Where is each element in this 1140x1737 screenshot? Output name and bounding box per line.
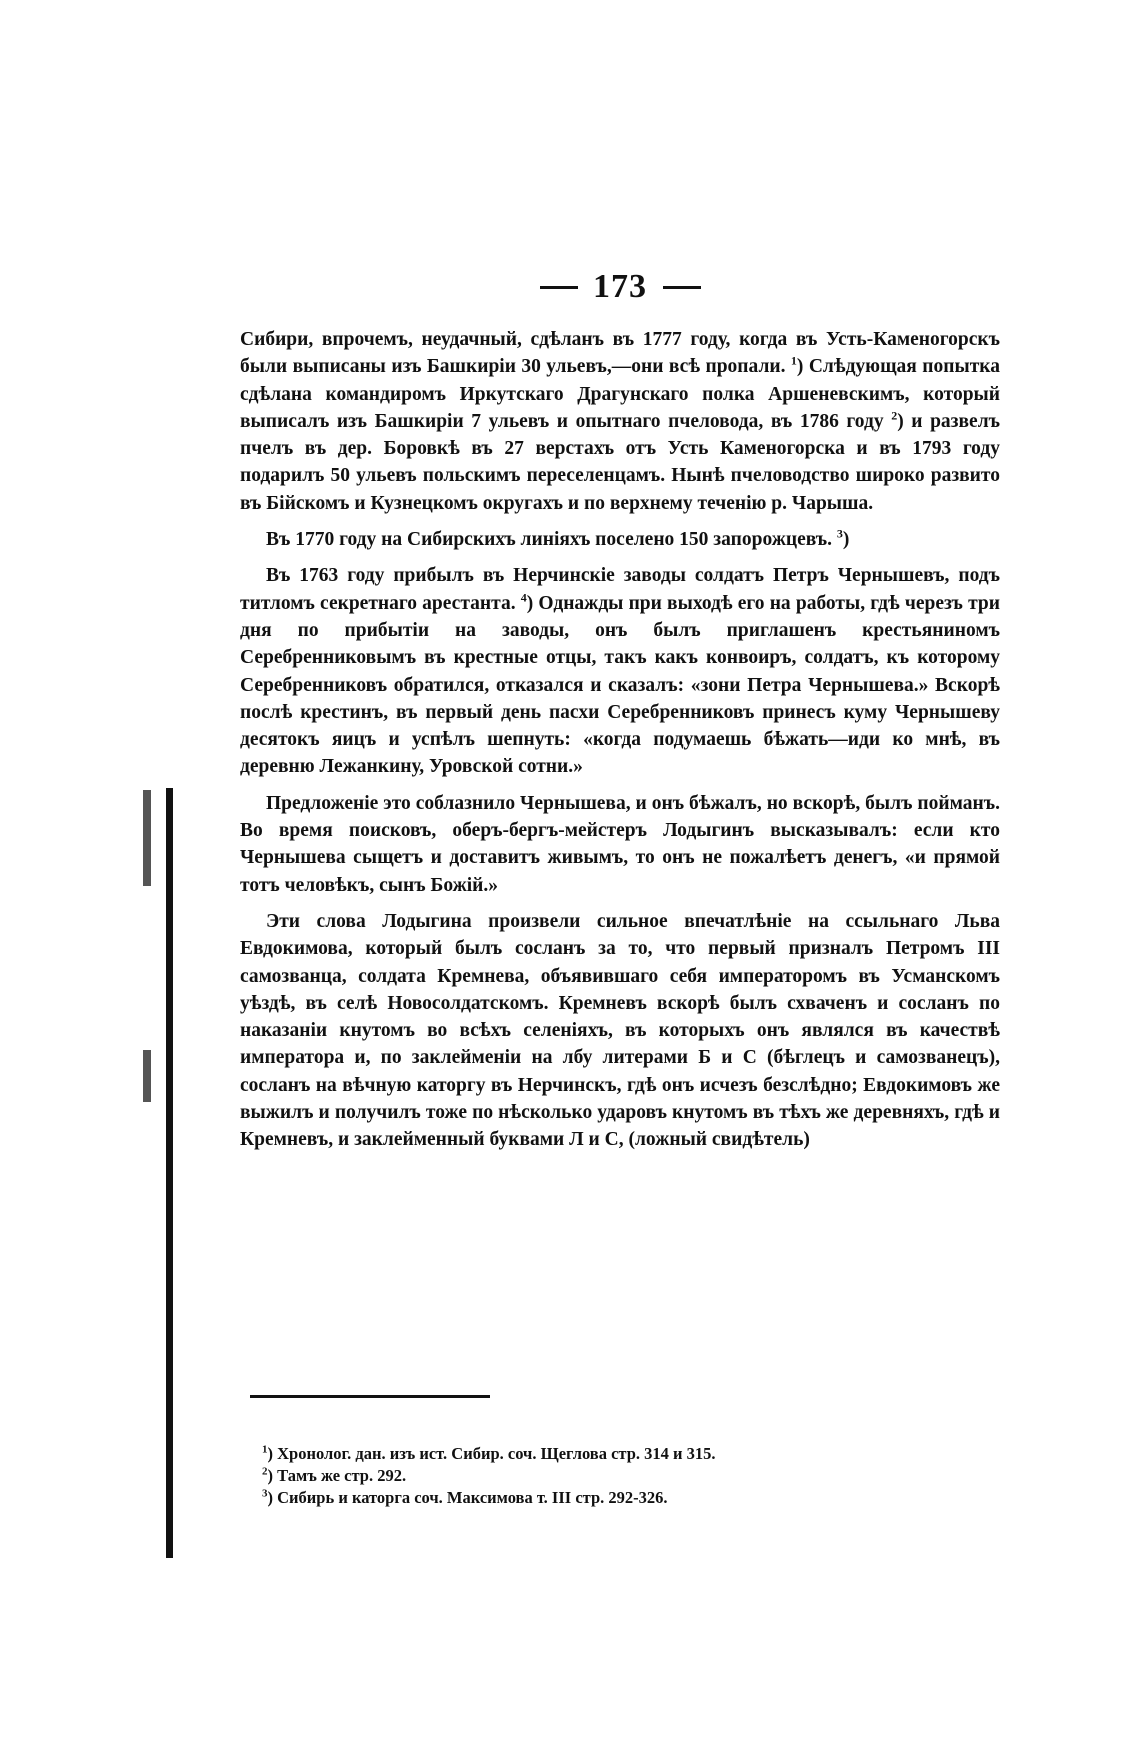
footnote <box>262 1465 962 1487</box>
footnote-text: ) Хронолог. дан. изъ ист. Сибир. соч. Щеглова стр. 314 и 315. <box>267 1444 716 1463</box>
footnotes <box>262 1443 962 1509</box>
text-run: ) <box>842 529 850 551</box>
text-run: Въ 1770 году на Сибирскихъ линіяхъ поселено 150 запорожцевъ. <box>266 529 837 551</box>
page-header <box>240 268 1000 310</box>
footnote-separator <box>250 1395 490 1398</box>
footnote <box>262 1487 962 1509</box>
footnote-ref: 3 <box>836 526 843 541</box>
footnote-text: ) Тамъ же стр. 292. <box>267 1466 407 1485</box>
text-run: Эти слова Лодыгина произвели сильное впечатлѣніе на ссыльнаго Льва Евдокимова, который былъ сосланъ за то, что первый призналъ Петромъ III самозванца, солдата Кремнева, объявившаго себя императоромъ въ Усманскомъ уѣздѣ, въ селѣ Новосолдатскомъ. Кремневъ вскорѣ былъ схваченъ и сосланъ по наказаніи кнутомъ во всѣхъ селеніяхъ, въ которыхъ онъ являлся въ качествѣ императора и, по заклейменіи на лбу литерами Б и С (бѣглецъ и самозванецъ), сосланъ на вѣчную каторгу въ Нерчинскъ, гдѣ онъ исчезъ безслѣдно; Евдокимовъ же выжилъ и получилъ тоже по нѣсколько ударовъ кнутомъ въ тѣхъ же деревняхъ, гдѣ и Кремневъ, и заклейменный буквами Л и С, (ложный свидѣтель) <box>240 910 1000 1151</box>
text-run: ) и развелъ пчелъ въ дер. Боровкѣ въ 27 верстахъ отъ Усть Каменогорска и въ 1793 году подарилъ 50 ульевъ польскимъ переселенцамъ. Нынѣ пчеловодство широко развито въ Бійскомъ и Кузнецкомъ округахъ и по верхнему теченію р. Чарыша. <box>240 410 1001 514</box>
footnote-mark: 3 <box>262 1487 268 1500</box>
footnote-text: ) Сибирь и каторга соч. Максимова т. III стр. 292-326. <box>267 1488 668 1507</box>
footnote-mark: 1 <box>262 1443 268 1456</box>
text-run: ) Однажды при выходѣ его на работы, гдѣ черезъ три дня по прибытіи на заводы, онъ былъ приглашенъ крестьяниномъ Серебренниковымъ въ крестные отцы, такъ какъ конвоиръ, солдатъ, къ которому Серебренниковъ обратился, отказался и сказалъ: «зони Петра Чернышева.» Вскорѣ послѣ крестинъ, въ первый день пасхи Серебренниковъ принесъ куму Чернышеву десятокъ яицъ и успѣлъ шепнуть: «когда подумаешь бѣжать—иди ко мнѣ, въ деревню Лежанкину, Уровской сотни.» <box>240 592 1000 778</box>
header-ornament-right <box>663 286 701 289</box>
text-run: Въ 1763 году прибылъ въ Нерчинскіе заводы солдатъ Петръ Чернышевъ, подъ титломъ секретнаго арестанта. <box>240 565 1000 614</box>
text-run: ) Слѣдующая попытка сдѣлана командиромъ Иркутскаго Драгунскаго полка Аршеневскимъ, который выписалъ изъ Башкиріи 7 ульевъ и опытнаго пчеловода, въ 1786 году <box>240 356 1000 432</box>
footnote <box>262 1443 962 1465</box>
footnote-ref: 2 <box>891 408 898 423</box>
paragraph <box>240 562 1000 780</box>
footnote-ref: 1 <box>790 353 797 368</box>
text-run: Предложеніе это соблазнило Чернышева, и онъ бѣжалъ, но вскорѣ, былъ пойманъ. Во время поисковъ, оберъ-бергъ-мейстеръ Лодыгинъ высказывалъ: если кто Чернышева сыщетъ и доставитъ живымъ, то онъ не пожалѣетъ денегъ, «и прямой тотъ человѣкъ, сынъ Божій.» <box>240 792 1000 896</box>
paragraph <box>240 326 1000 517</box>
text-run: Сибири, впрочемъ, неудачный, сдѣланъ въ 1777 году, когда въ Усть-Каменогорскъ были выписаны изъ Башкиріи 30 ульевъ,—они всѣ пропали. <box>240 329 1000 378</box>
paragraph <box>240 526 1000 553</box>
body-text <box>240 326 1000 1154</box>
scan-artifact-mark <box>143 790 151 886</box>
header-ornament-left <box>540 286 578 289</box>
paragraph <box>240 790 1000 899</box>
footnote-mark: 2 <box>262 1465 268 1478</box>
footnote-ref: 4 <box>520 590 527 605</box>
scan-artifact-mark <box>143 1050 151 1102</box>
scan-binding-edge <box>166 788 173 1558</box>
paragraph <box>240 908 1000 1154</box>
page-number: 173 <box>593 268 647 305</box>
